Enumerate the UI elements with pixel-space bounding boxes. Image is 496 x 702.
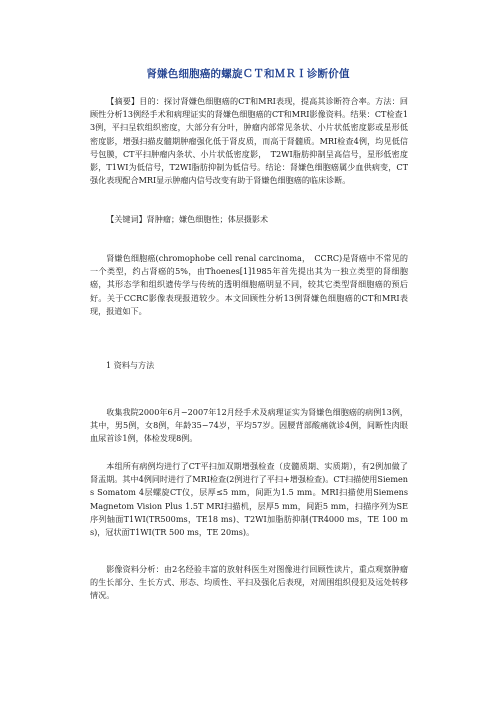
methods-paragraph-2: 本组所有病例均进行了CT平扫加双期增强检查（皮髓质期、实质期），有2例加做了肾盂期。其中4例同时进行了MRI检查(2例进行了平扫+增强检查)。CT扫描使用Siemens Somatom 4层螺旋CT仪，层厚≤5 mm，间距为1.5 mm。MRI扫描使用Siemens Magnetom Vision Plus 1.5T MRI扫描机，层厚5 mm，间距5 mm，扫描序列为SE序列轴面T1WI(TR500ms，TE18 ms)、T2WI加脂肪抑制(TR4000 ms，TE 100 ms)，冠状面T1WI(TR 500 ms，TE 20ms)。: [90, 461, 408, 538]
methods-paragraph-3: 影像资料分析：由2名经验丰富的放射科医生对图像进行回顾性读片，重点观察肿瘤的生长部分、生长方式、形态、均质性、平扫及强化后表现，对周围组织侵犯及远处转移情况。: [90, 564, 408, 601]
abstract-paragraph: 【摘要】目的：探讨肾嫌色细胞癌的CT和MRI表现，提高其诊断符合率。方法：回顾性分析13例经手术和病理证实的肾嫌色细胞癌的CT和MRI影像资料。结果：CT检查13例，平扫呈软组织密度，大部分有分叶，肿瘤内部常见条状、小片状低密度影或星形低密度影，增强扫描皮髓期肿瘤强化低于肾皮质，而高于肾髓质。MRI检查4例，均见低信号包膜，CT平扫肿瘤内条状、小片状低密度影， T2WI脂肪抑制呈高信号，星形低密度影，T1WI为低信号，T2WI脂肪抑制为低信号。结论：肾嫌色细胞癌属少血供病变，CT强化表现配合MRI显示肿瘤内信号改变有助于肾嫌色细胞癌的临床诊断。: [90, 96, 408, 186]
section-heading: 1 资料与方法: [106, 360, 155, 370]
intro-paragraph: 肾嫌色细胞癌(chromophobe cell renal carcinoma， CCRC)是肾癌中不常见的一个类型，约占肾癌的5%，由Thoenes[1]1985年首先提出其为一独立类型的肾细胞癌，其形态学和组织遗传学与传统的透明细胞癌明显不同，较其它类型肾细胞癌的预后好。关于CCRC影像表现报道较少。本文回顾性分析13例肾嫌色细胞癌的CT和MRI表现，报道如下。: [90, 253, 408, 316]
paper-title: 肾嫌色细胞癌的螺旋ＣＴ和ＭＲＩ诊断价值: [146, 68, 350, 80]
methods-paragraph-1: 收集我院2000年6月−2007年12月经手术及病理证实为肾嫌色细胞癌的病例13例，其中，男5例，女8例，年龄35−74岁，平均57岁。因腰背部酸痛就诊4例，间断性肉眼血尿首诊1例，体检发现8例。: [90, 407, 408, 444]
keywords-line: 【关键词】肾肿瘤；嫌色细胞性；体层摄影术: [106, 214, 269, 224]
